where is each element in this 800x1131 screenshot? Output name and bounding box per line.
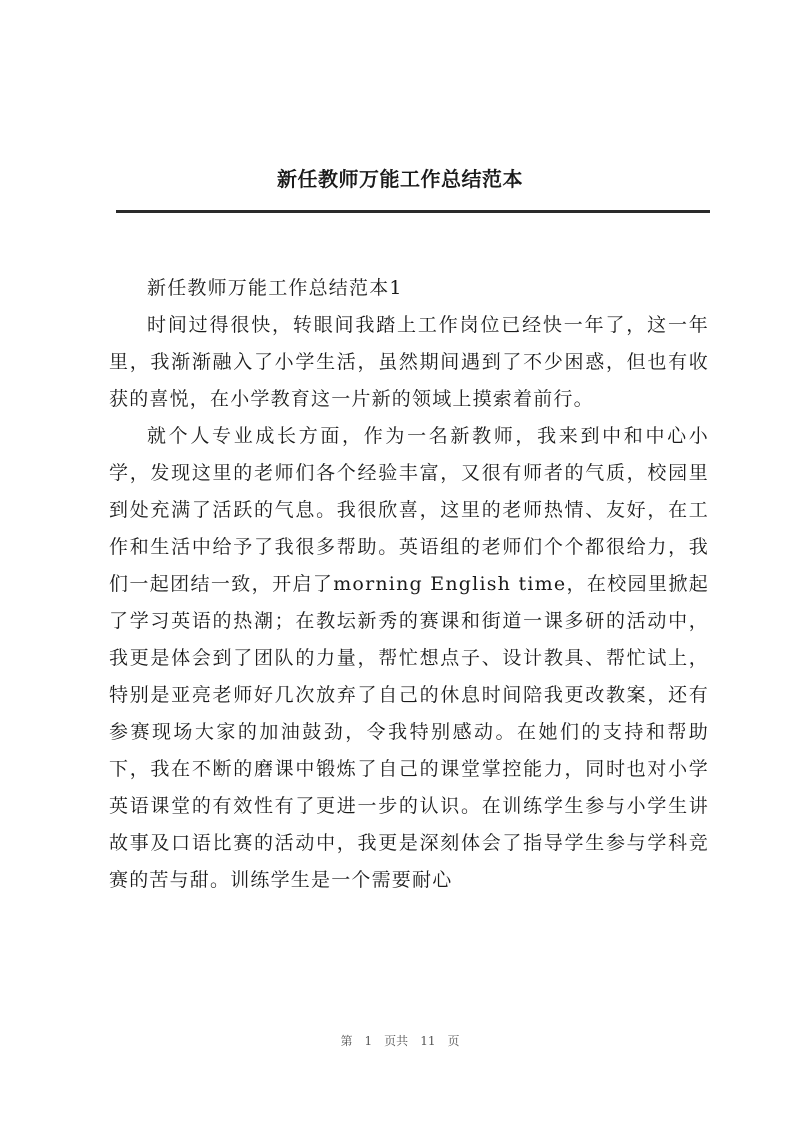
body-paragraph-growth: 就个人专业成长方面，作为一名新教师，我来到中和中心小学，发现这里的老师们各个经验丰富，又很有师者的气质，校园里到处充满了活跃的气息。我很欣喜，这里的老师热情、友好，在工作和生活中给予了我很多帮助。英语组的老师们个个都很给力，我们一起团结一致，开启了morning English time，在校园里掀起了学习英语的热潮；在教坛新秀的赛课和街道一课多研的活动中，我更是体会到了团队的力量，帮忙想点子、设计教具、帮忙试上，特别是亚亮老师好几次放弃了自己的休息时间陪我更改教案，还有参赛现场大家的加油鼓劲，令我特别感动。在她们的支持和帮助下，我在不断的磨课中锻炼了自己的课堂掌控能力，同时也对小学英语课堂的有效性有了更进一步的认识。在训练学生参与小学生讲故事及口语比赛的活动中，我更是深刻体会了指导学生参与学科竞赛的苦与甜。训练学生是一个需要耐心 (109, 425, 709, 891)
document-body (109, 270, 709, 899)
footer-label-page: 第 (340, 1034, 353, 1048)
footer-total-pages: 11 (420, 1034, 436, 1048)
footer-current-page: 1 (364, 1034, 373, 1048)
footer-label-total: 页共 (384, 1034, 409, 1048)
body-paragraph-intro: 时间过得很快，转眼间我踏上工作岗位已经快一年了，这一年里，我渐渐融入了小学生活，虽然期间遇到了不少困惑，但也有收获的喜悦，在小学教育这一片新的领域上摸索着前行。 (109, 314, 709, 410)
section-heading: 新任教师万能工作总结范本1 (147, 277, 403, 299)
page-footer (0, 1032, 800, 1049)
document-title: 新任教师万能工作总结范本 (277, 167, 523, 191)
footer-label-end: 页 (447, 1034, 460, 1048)
title-divider (116, 210, 710, 213)
